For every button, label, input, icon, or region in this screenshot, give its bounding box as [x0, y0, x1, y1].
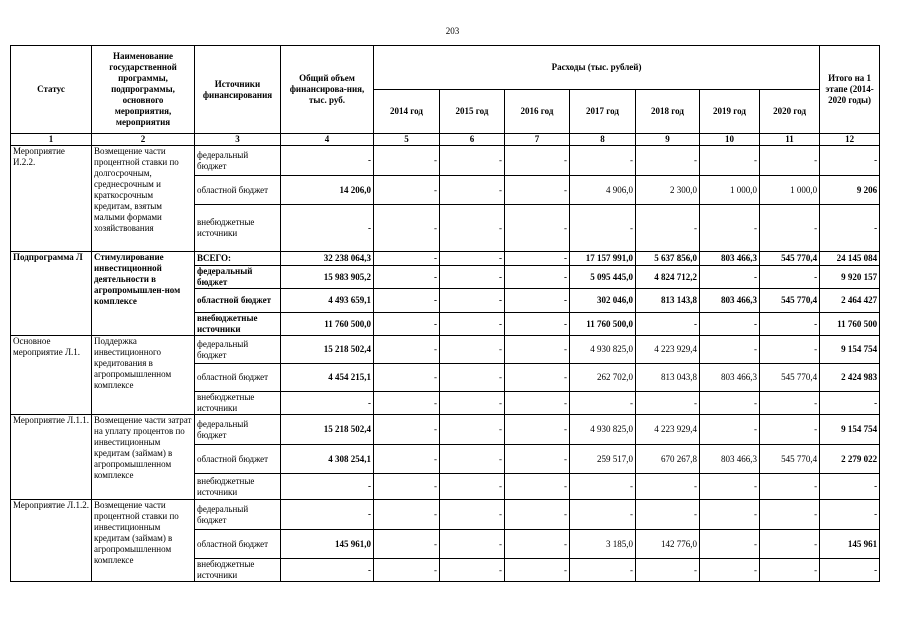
- year-amount: -: [374, 392, 440, 415]
- year-amount: -: [440, 146, 505, 176]
- column-index: 9: [636, 134, 700, 146]
- year-amount: -: [440, 415, 505, 445]
- year-amount: -: [760, 500, 820, 530]
- year-amount: -: [636, 500, 700, 530]
- year-amount: -: [374, 530, 440, 559]
- total-amount: 15 983 905,2: [281, 266, 374, 289]
- year-amount: -: [760, 392, 820, 415]
- header-year: 2015 год: [440, 90, 505, 134]
- column-index: 6: [440, 134, 505, 146]
- year-amount: -: [505, 205, 570, 252]
- column-index: 2: [92, 134, 195, 146]
- stage-total-amount: -: [820, 392, 880, 415]
- year-amount: -: [505, 530, 570, 559]
- year-amount: 803 466,3: [700, 252, 760, 266]
- year-amount: -: [440, 252, 505, 266]
- year-amount: -: [700, 266, 760, 289]
- year-amount: 545 770,4: [760, 252, 820, 266]
- year-amount: -: [570, 146, 636, 176]
- year-amount: -: [374, 266, 440, 289]
- funding-source: областной бюджет: [195, 364, 281, 392]
- year-amount: -: [505, 176, 570, 205]
- funding-source: федеральный бюджет: [195, 266, 281, 289]
- funding-source: внебюджетные источники: [195, 559, 281, 582]
- row-status: Подпрограмма Л: [11, 252, 92, 336]
- header-total: Общий объем финансирова-ния, тыс. руб.: [281, 46, 374, 134]
- year-amount: -: [760, 415, 820, 445]
- year-amount: -: [505, 500, 570, 530]
- funding-source: внебюджетные источники: [195, 205, 281, 252]
- year-amount: 813 043,8: [636, 364, 700, 392]
- total-amount: -: [281, 205, 374, 252]
- total-amount: -: [281, 146, 374, 176]
- financing-table: [10, 45, 880, 582]
- year-amount: -: [505, 266, 570, 289]
- year-amount: 3 185,0: [570, 530, 636, 559]
- year-amount: -: [374, 445, 440, 474]
- funding-source: областной бюджет: [195, 176, 281, 205]
- column-index: 12: [820, 134, 880, 146]
- year-amount: 803 466,3: [700, 445, 760, 474]
- year-amount: -: [570, 559, 636, 582]
- year-amount: -: [440, 559, 505, 582]
- row-name: Возмещение части затрат на уплату процентов по инвестиционным кредитам (займам) в агропромышленном комплексе: [92, 415, 195, 500]
- year-amount: -: [636, 474, 700, 500]
- column-index: 3: [195, 134, 281, 146]
- year-amount: -: [440, 313, 505, 336]
- year-amount: 545 770,4: [760, 445, 820, 474]
- total-amount: 145 961,0: [281, 530, 374, 559]
- stage-total-amount: -: [820, 146, 880, 176]
- year-amount: -: [760, 336, 820, 364]
- year-amount: 803 466,3: [700, 364, 760, 392]
- year-amount: -: [374, 289, 440, 313]
- year-amount: -: [374, 336, 440, 364]
- year-amount: 545 770,4: [760, 289, 820, 313]
- stage-total-amount: 9 206: [820, 176, 880, 205]
- total-amount: 32 238 064,3: [281, 252, 374, 266]
- year-amount: -: [440, 530, 505, 559]
- header-sources: Источники финансирования: [195, 46, 281, 134]
- year-amount: -: [760, 266, 820, 289]
- total-amount: -: [281, 500, 374, 530]
- year-amount: -: [374, 364, 440, 392]
- year-amount: 11 760 500,0: [570, 313, 636, 336]
- year-amount: -: [374, 500, 440, 530]
- year-amount: -: [505, 313, 570, 336]
- year-amount: -: [374, 176, 440, 205]
- funding-source: федеральный бюджет: [195, 415, 281, 445]
- total-amount: -: [281, 474, 374, 500]
- funding-source: внебюджетные источники: [195, 392, 281, 415]
- year-amount: -: [440, 289, 505, 313]
- year-amount: -: [440, 336, 505, 364]
- year-amount: 5 095 445,0: [570, 266, 636, 289]
- year-amount: -: [374, 313, 440, 336]
- year-amount: -: [700, 559, 760, 582]
- funding-source: федеральный бюджет: [195, 146, 281, 176]
- total-amount: 4 454 215,1: [281, 364, 374, 392]
- stage-total-amount: 11 760 500: [820, 313, 880, 336]
- total-amount: -: [281, 392, 374, 415]
- header-year: 2017 год: [570, 90, 636, 134]
- row-name: Возмещение части процентной ставки по инвестиционным кредитам (займам) в агропромышленном комплексе: [92, 500, 195, 582]
- year-amount: -: [700, 392, 760, 415]
- year-amount: -: [760, 205, 820, 252]
- table-row: [11, 252, 880, 266]
- funding-source: ВСЕГО:: [195, 252, 281, 266]
- table-row: [11, 415, 880, 445]
- total-amount: 4 493 659,1: [281, 289, 374, 313]
- year-amount: -: [505, 252, 570, 266]
- year-amount: -: [440, 266, 505, 289]
- year-amount: 4 223 929,4: [636, 415, 700, 445]
- year-amount: 670 267,8: [636, 445, 700, 474]
- total-amount: 11 760 500,0: [281, 313, 374, 336]
- page-number: 203: [445, 26, 460, 36]
- column-index: 7: [505, 134, 570, 146]
- year-amount: -: [440, 205, 505, 252]
- year-amount: 17 157 991,0: [570, 252, 636, 266]
- stage-total-amount: -: [820, 559, 880, 582]
- year-amount: 4 930 825,0: [570, 415, 636, 445]
- total-amount: -: [281, 559, 374, 582]
- year-amount: 4 906,0: [570, 176, 636, 205]
- year-amount: -: [636, 205, 700, 252]
- year-amount: -: [505, 392, 570, 415]
- year-amount: -: [374, 252, 440, 266]
- year-amount: 545 770,4: [760, 364, 820, 392]
- year-amount: -: [570, 205, 636, 252]
- year-amount: -: [505, 445, 570, 474]
- total-amount: 15 218 502,4: [281, 415, 374, 445]
- year-amount: -: [440, 176, 505, 205]
- year-amount: -: [700, 530, 760, 559]
- row-name: Поддержка инвестиционного кредитования в агропромышленном комплексе: [92, 336, 195, 415]
- year-amount: -: [700, 336, 760, 364]
- header-year: 2016 год: [505, 90, 570, 134]
- row-status: Мероприятие Л.1.1.: [11, 415, 92, 500]
- row-name: Возмещение части процентной ставки по долгосрочным, среднесрочным и краткосрочным кредитам, взятым малыми формами хозяйствования: [92, 146, 195, 252]
- funding-source: областной бюджет: [195, 289, 281, 313]
- year-amount: -: [374, 474, 440, 500]
- year-amount: -: [700, 500, 760, 530]
- year-amount: -: [440, 500, 505, 530]
- year-amount: -: [505, 415, 570, 445]
- header-year: 2014 год: [374, 90, 440, 134]
- year-amount: -: [760, 146, 820, 176]
- year-amount: -: [760, 530, 820, 559]
- year-amount: 2 300,0: [636, 176, 700, 205]
- year-amount: 262 702,0: [570, 364, 636, 392]
- column-index: 10: [700, 134, 760, 146]
- funding-source: внебюджетные источники: [195, 474, 281, 500]
- year-amount: -: [700, 474, 760, 500]
- year-amount: -: [440, 364, 505, 392]
- stage-total-amount: -: [820, 500, 880, 530]
- funding-source: областной бюджет: [195, 530, 281, 559]
- column-index: 4: [281, 134, 374, 146]
- year-amount: -: [505, 474, 570, 500]
- funding-source: областной бюджет: [195, 445, 281, 474]
- year-amount: -: [505, 146, 570, 176]
- year-amount: -: [636, 146, 700, 176]
- year-amount: 5 637 856,0: [636, 252, 700, 266]
- stage-total-amount: 9 154 754: [820, 415, 880, 445]
- table-row: [11, 146, 880, 176]
- year-amount: -: [700, 313, 760, 336]
- stage-total-amount: 2 279 022: [820, 445, 880, 474]
- header-year: 2018 год: [636, 90, 700, 134]
- year-amount: -: [760, 313, 820, 336]
- year-amount: -: [440, 474, 505, 500]
- header-expenses: Расходы (тыс. рублей): [374, 46, 820, 90]
- table-row: [11, 336, 880, 364]
- funding-source: федеральный бюджет: [195, 500, 281, 530]
- year-amount: -: [570, 500, 636, 530]
- year-amount: 4 824 712,2: [636, 266, 700, 289]
- year-amount: -: [570, 474, 636, 500]
- header-stage-total: Итого на 1 этапе (2014-2020 годы): [820, 46, 880, 134]
- stage-total-amount: 9 154 754: [820, 336, 880, 364]
- funding-source: федеральный бюджет: [195, 336, 281, 364]
- year-amount: -: [374, 146, 440, 176]
- year-amount: 1 000,0: [700, 176, 760, 205]
- year-amount: 1 000,0: [760, 176, 820, 205]
- year-amount: -: [440, 392, 505, 415]
- year-amount: 142 776,0: [636, 530, 700, 559]
- stage-total-amount: 24 145 084: [820, 252, 880, 266]
- year-amount: -: [440, 445, 505, 474]
- header-year: 2020 год: [760, 90, 820, 134]
- table-body: [11, 146, 880, 582]
- stage-total-amount: 9 920 157: [820, 266, 880, 289]
- total-amount: 14 206,0: [281, 176, 374, 205]
- funding-source: внебюджетные источники: [195, 313, 281, 336]
- stage-total-amount: 145 961: [820, 530, 880, 559]
- row-name: Стимулирование инвестиционной деятельности в агропромышлен-ном комплексе: [92, 252, 195, 336]
- year-amount: -: [700, 415, 760, 445]
- year-amount: -: [374, 559, 440, 582]
- year-amount: -: [636, 392, 700, 415]
- year-amount: 803 466,3: [700, 289, 760, 313]
- header-name: Наименование государственной программы, подпрограммы, основного мероприятия, мероприятия: [92, 46, 195, 134]
- year-amount: -: [374, 415, 440, 445]
- stage-total-amount: -: [820, 474, 880, 500]
- year-amount: -: [700, 146, 760, 176]
- column-index-row: [11, 134, 880, 146]
- row-status: Мероприятие Л.1.2.: [11, 500, 92, 582]
- year-amount: 4 930 825,0: [570, 336, 636, 364]
- year-amount: -: [505, 559, 570, 582]
- stage-total-amount: 2 424 983: [820, 364, 880, 392]
- table-row: [11, 500, 880, 530]
- column-index: 8: [570, 134, 636, 146]
- year-amount: -: [505, 364, 570, 392]
- stage-total-amount: -: [820, 205, 880, 252]
- year-amount: -: [505, 336, 570, 364]
- year-amount: -: [636, 313, 700, 336]
- year-amount: -: [505, 289, 570, 313]
- row-status: Основное мероприятие Л.1.: [11, 336, 92, 415]
- year-amount: 4 223 929,4: [636, 336, 700, 364]
- year-amount: -: [374, 205, 440, 252]
- year-amount: -: [636, 559, 700, 582]
- year-amount: -: [570, 392, 636, 415]
- header-status: Статус: [11, 46, 92, 134]
- year-amount: -: [700, 205, 760, 252]
- total-amount: 15 218 502,4: [281, 336, 374, 364]
- year-amount: 302 046,0: [570, 289, 636, 313]
- column-index: 5: [374, 134, 440, 146]
- stage-total-amount: 2 464 427: [820, 289, 880, 313]
- year-amount: 259 517,0: [570, 445, 636, 474]
- total-amount: 4 308 254,1: [281, 445, 374, 474]
- row-status: Мероприятие И.2.2.: [11, 146, 92, 252]
- year-amount: -: [760, 559, 820, 582]
- header-year: 2019 год: [700, 90, 760, 134]
- column-index: 1: [11, 134, 92, 146]
- year-amount: -: [760, 474, 820, 500]
- year-amount: 813 143,8: [636, 289, 700, 313]
- column-index: 11: [760, 134, 820, 146]
